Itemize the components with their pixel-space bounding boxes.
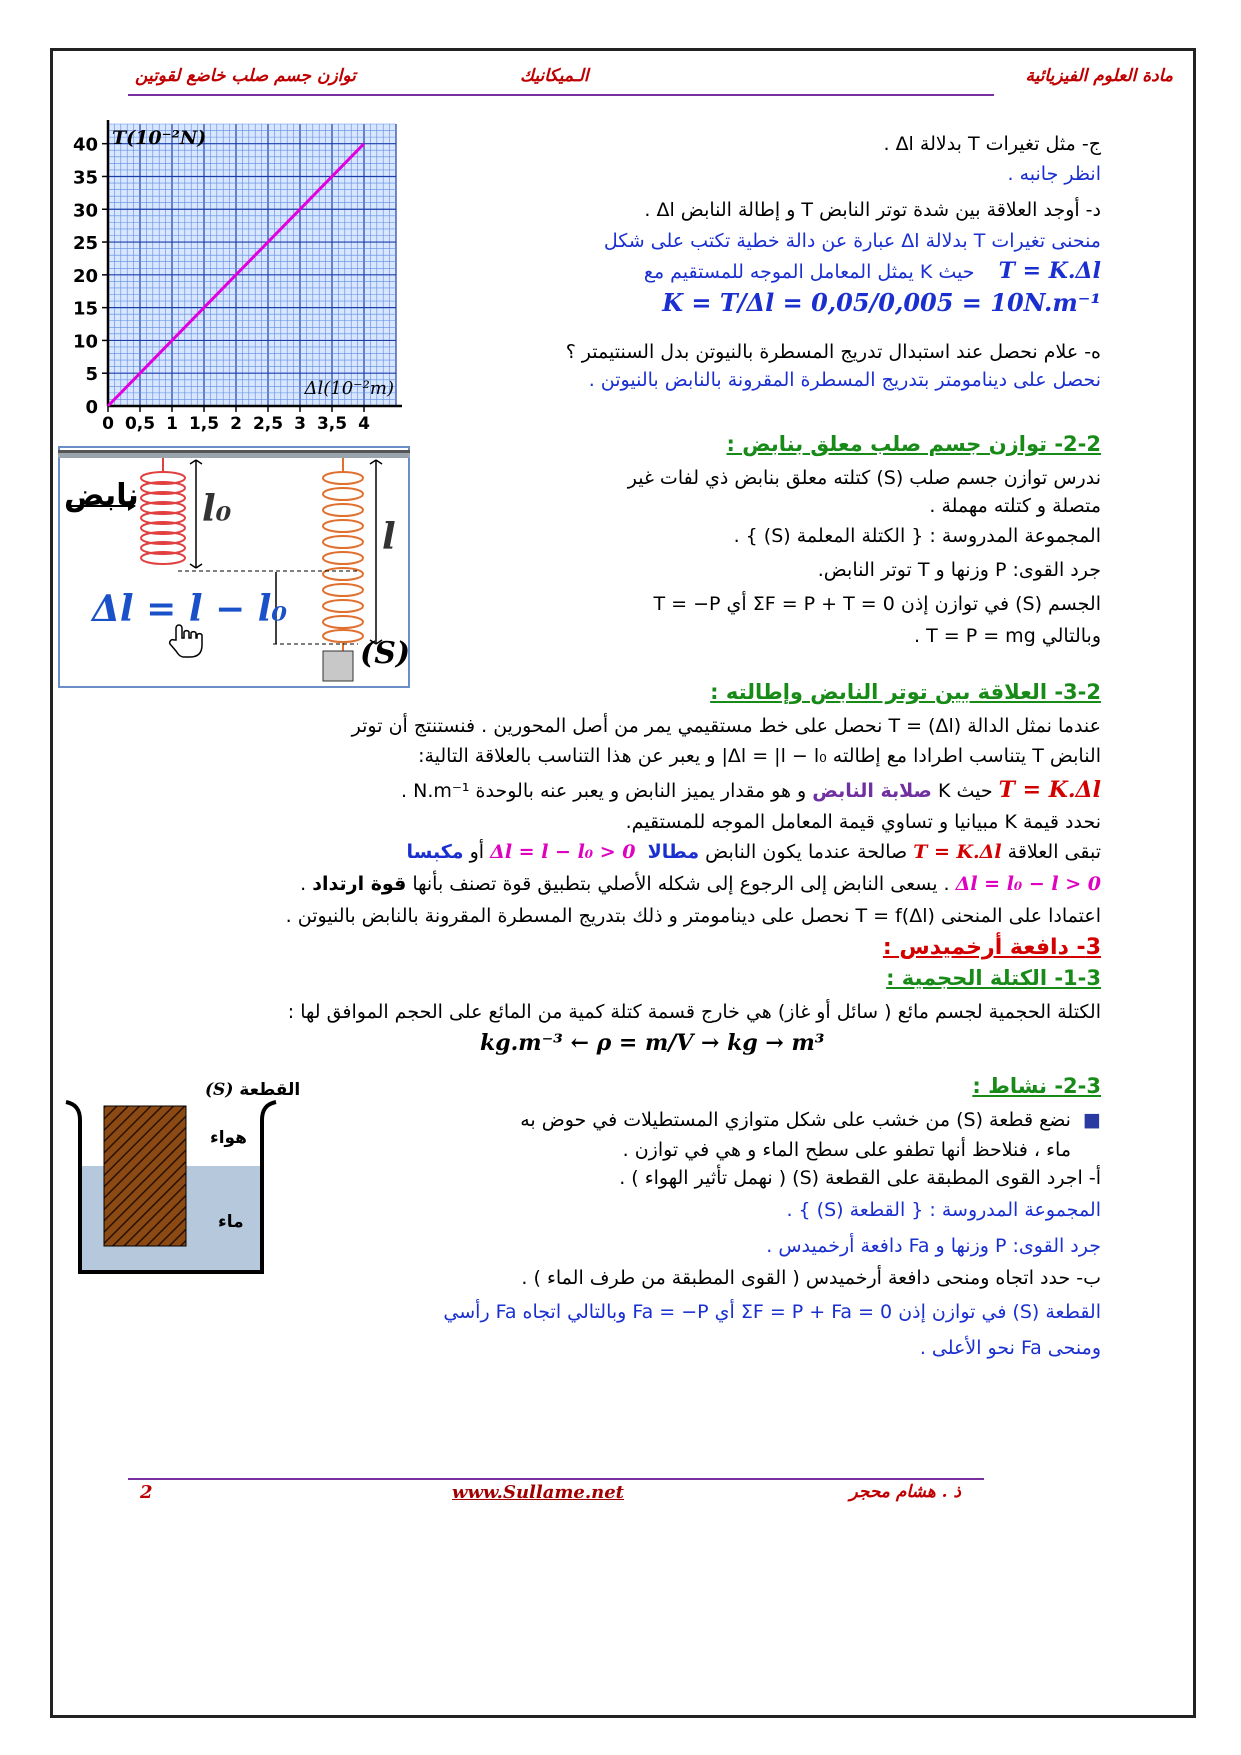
a-d1: منحنى تغيرات T بدلالة Δl عبارة عن دالة خطية تكتب على شكل — [603, 230, 1101, 252]
s23-p5-g: مكبسا — [406, 841, 464, 863]
s23-p6-d: . — [300, 873, 313, 895]
s23-p5-a: تبقى العلاقة — [1001, 841, 1101, 863]
act-qa: أ- اجرد القوى المطبقة على القطعة (S) ( نهمل تأثير الهواء ) . — [619, 1167, 1101, 1189]
act-a2: ماء ، فنلاحظ أنها تطفو على سطح الماء و هي في توازن . — [622, 1139, 1071, 1161]
header-rule — [128, 94, 994, 96]
header-center: الـميكانيك — [520, 66, 589, 86]
s23-p4: نحدد قيمة K مبيانيا و تساوي قيمة المعامل الموجه للمستقيم. — [625, 811, 1101, 833]
s23-p6-b: . يسعى النابض إلى الرجوع إلى شكله الأصلي بتطبيق قوة تصنف بأنها — [406, 873, 956, 895]
a-d2-formula: T = K.Δl — [998, 258, 1101, 284]
footer-rule — [128, 1478, 984, 1480]
s23-p5 — [121, 838, 1101, 866]
y-axis-label: T(10⁻²N) — [112, 127, 207, 149]
s22-p3: المجموعة المدروسة : { الكتلة المعلمة (S) } . — [733, 525, 1101, 547]
section-3-title: 3- دافعة أرخميدس : — [882, 935, 1101, 960]
header-left: توازن جسم صلب خاضع لقوتين — [135, 66, 356, 86]
x-tick-label: 3 — [294, 414, 306, 434]
section-3-1-title: 1-3- الكتلة الحجمية : — [886, 966, 1101, 990]
section-3-2-activity-title: 2-3- نشاط : — [972, 1074, 1101, 1098]
density-formula: kg.m⁻³ ← ρ = m/V → kg → m³ — [480, 1030, 825, 1056]
q-c: ج- مثل تغيرات T بدلالة Δl . — [883, 133, 1101, 155]
s23-p1: عندما نمثل الدالة T = (Δl) نحصل على خط مستقيمي يمر من أصل المحورين . فنستنتج أن توتر — [351, 715, 1101, 737]
s23-p2: النابض T يتناسب اطرادا مع إطالته Δl = |l − l₀| و يعبر عن هذا التناسب بالعلاقة التالية: — [418, 745, 1101, 767]
x-tick-label: 3,5 — [316, 414, 348, 434]
a-d2 — [121, 257, 1101, 286]
s23-p5-f: أو — [463, 841, 491, 863]
s23-p6-c: قوة ارتداد — [312, 873, 407, 895]
s23-p6 — [121, 870, 1101, 898]
act-aa1: المجموعة المدروسة : { القطعة (S) } . — [786, 1199, 1101, 1221]
a-d2-text: حيث K يمثل المعامل الموجه للمستقيم مع — [643, 261, 975, 283]
density-def: الكتلة الحجمية لجسم مائع ( سائل أو غاز) هي خارج قسمة كتلة كمية من المائع على الحجم الموافق لها : — [287, 1001, 1101, 1023]
y-tick-label: 10 — [72, 331, 98, 353]
x-axis-label: Δl(10⁻²m) — [304, 378, 394, 399]
a-e: نحصل على دينامومتر بتدريج المسطرة المقرونة بالنابض بالنيوتن . — [588, 369, 1101, 391]
y-tick-label: 0 — [85, 397, 98, 418]
s23-p6-a: Δl = l₀ − l > 0 — [955, 873, 1101, 895]
x-tick-label: 4 — [358, 414, 370, 434]
q-e: ه- علام نحصل عند استبدال تدريج المسطرة بالنيوتن بدل السنتيمتر ؟ — [565, 341, 1101, 363]
x-tick-label: 1 — [166, 414, 178, 434]
q-d: د- أوجد العلاقة بين شدة توتر النابض T و إطالة النابض Δl . — [644, 199, 1101, 221]
s22-p4: جرد القوى: P وزنها و T توتر النابض. — [817, 559, 1101, 581]
act-a1-text: نضع قطعة (S) من خشب على شكل متوازي المستطيلات في حوض به — [520, 1109, 1071, 1131]
footer-author: ذ . هشام محجر — [849, 1482, 961, 1502]
act-qb: ب- حدد اتجاه ومنحى دافعة أرخميدس ( القوى المطبقة من طرف الماء ) . — [521, 1267, 1101, 1289]
x-tick-label: 2,5 — [252, 414, 284, 434]
section-2-2-title: 2-2- توازن جسم صلب معلق بنابض : — [726, 432, 1101, 456]
l-label: l — [382, 516, 396, 558]
bullet-square-icon: ■ — [1083, 1109, 1101, 1131]
l0-label: l₀ — [202, 488, 232, 530]
tank-piece-text: القطعة — [239, 1080, 301, 1100]
footer-site-link[interactable]: www.Sullame.net — [452, 1482, 624, 1503]
dl-label: Δl = l − l₀ — [92, 588, 288, 630]
tank-piece-label — [205, 1080, 300, 1100]
s-label: (S) — [360, 636, 411, 671]
s23-p5-b: T = K.Δl — [913, 841, 1002, 863]
stiffness-formula: K = T/Δl = 0,05/0,005 = 10N.m⁻¹ — [662, 288, 1101, 317]
y-tick-label: 20 — [72, 265, 98, 287]
s23-p5-d: مطالا — [647, 841, 700, 863]
tank-s-label: (S) — [205, 1080, 234, 1100]
s22-p5: الجسم (S) في توازن إذن ΣF = P + T = 0 أي T = −P — [653, 593, 1101, 615]
y-tick-label: 5 — [85, 364, 98, 386]
footer-page: 2 — [140, 1482, 153, 1503]
y-tick-label: 25 — [72, 233, 98, 255]
s23-p5-c: صالحة عندما يكون النابض — [699, 841, 914, 863]
header-right: مادة العلوم الفيزيائية — [1025, 66, 1173, 86]
s23-p3-text2: و هو مقدار يميز النابض و يعبر عنه بالوحدة N.m⁻¹ . — [401, 780, 813, 802]
s22-p1: ندرس توازن جسم صلب (S) كتلته معلق بنابض ذي لفات غير — [627, 467, 1101, 489]
act-aa2: جرد القوى: P وزنها و Fa دافعة أرخميدس . — [766, 1235, 1101, 1257]
s23-p3-text1: حيث K — [931, 780, 993, 802]
tank-figure — [62, 1092, 282, 1282]
y-tick-label: 35 — [72, 167, 98, 189]
s23-p3-stiffness: صلابة النابض — [812, 780, 932, 802]
s23-p3 — [121, 776, 1101, 805]
a-c: انظر جانبه . — [1007, 163, 1101, 185]
x-tick-label: 0 — [102, 414, 114, 434]
x-tick-label: 1,5 — [188, 414, 220, 434]
s23-p7: اعتمادا على المنحنى T = f(Δl) نحصل على دينامومتر و ذلك بتدريج المسطرة المقرونة بالنابض بالنيوتن . — [285, 905, 1101, 927]
x-tick-label: 2 — [230, 414, 242, 434]
s22-p2: متصلة و كتلته مهملة . — [929, 495, 1101, 517]
y-tick-label: 15 — [72, 298, 98, 320]
y-tick-label: 40 — [72, 134, 98, 156]
y-tick-label: 30 — [72, 200, 98, 222]
s22-p6: وبالتالي T = P = mg . — [914, 625, 1101, 647]
section-3-2-title: 3-2- العلاقة بين توتر النابض وإطالته : — [710, 680, 1101, 704]
x-tick-label: 0,5 — [124, 414, 156, 434]
tank-water-label: ماء — [218, 1212, 244, 1232]
s23-p3-formula: T = K.Δl — [998, 777, 1101, 803]
spring-label: نابض — [64, 478, 139, 513]
act-ab2: ومنحى Fa نحو الأعلى . — [919, 1337, 1101, 1359]
act-ab1: القطعة (S) في توازن إذن ΣF = P + Fa = 0 أي Fa = −P وبالتالي اتجاه Fa رأسي — [443, 1301, 1101, 1323]
s23-p5-e: Δl = l − l₀ > 0 — [490, 841, 636, 863]
tank-air-label: هواء — [210, 1128, 247, 1148]
